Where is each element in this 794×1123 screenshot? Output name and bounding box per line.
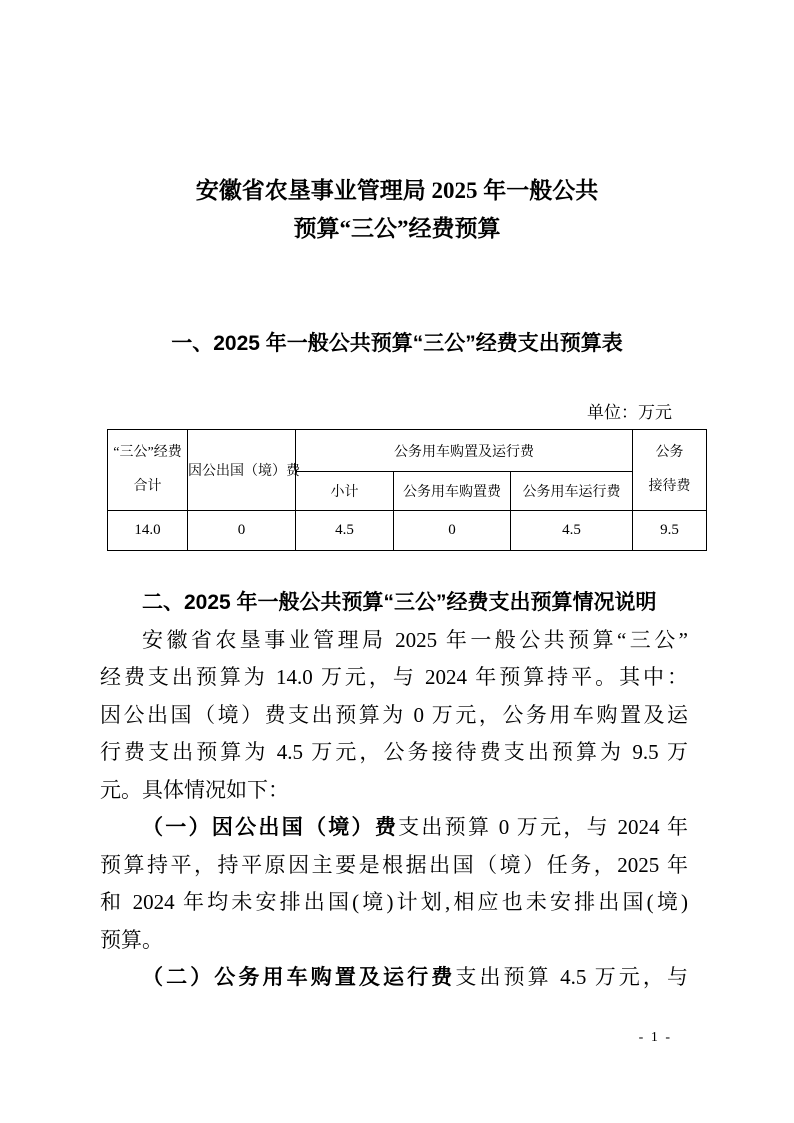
value-vehicle-purchase: 0 (394, 511, 511, 551)
header-reception (633, 430, 707, 511)
section1-heading: 一、2025 年一般公共预算“三公”经费支出预算表 (171, 332, 623, 355)
budget-table (107, 429, 707, 551)
section2 (100, 584, 688, 997)
paragraph-line (100, 959, 688, 997)
title-line-2: 预算“三公”经费预算 (293, 216, 501, 241)
bold-run: （二）公务用车购置及运行费 (142, 965, 456, 989)
value-abroad: 0 (188, 511, 296, 551)
header-total-line2: 合计 (133, 479, 162, 494)
header-vehicle-purchase: 公务用车购置费 (394, 472, 511, 511)
paragraph-line: 元。具体情况如下： (100, 777, 289, 802)
section2-heading: 二、2025 年一般公共预算“三公”经费支出预算情况说明 (142, 591, 657, 614)
paragraph-line: 预算。 (100, 927, 163, 952)
paragraph-line: 安徽省农垦事业管理局 2025 年一般公共预算“三公” (142, 627, 688, 652)
title-line-1: 安徽省农垦事业管理局 2025 年一般公共 (195, 178, 599, 203)
header-total (108, 430, 188, 511)
paragraph-line: 行费支出预算为 4.5 万元，公务接待费支出预算为 9.5 万 (100, 740, 688, 764)
value-subtotal: 4.5 (296, 511, 394, 551)
header-subtotal: 小计 (296, 472, 394, 511)
header-reception-line1: 公务 (655, 445, 684, 460)
header-abroad: 因公出国（境）费 (188, 430, 296, 511)
header-vehicle-operation: 公务用车运行费 (511, 472, 633, 511)
paragraph-line: 和 2024 年均未安排出国(境)计划,相应也未安排出国(境) (100, 890, 688, 914)
paragraph-text: 支出预算 0 万元，与 2024 年 (398, 815, 688, 839)
table-row (108, 511, 707, 551)
paragraph-text: 支出预算 4.5 万元，与 (455, 965, 689, 989)
header-vehicle-group: 公务用车购置及运行费 (296, 430, 633, 472)
value-vehicle-operation: 4.5 (511, 511, 633, 551)
paragraph-line: 因公出国（境）费支出预算为 0 万元，公务用车购置及运 (100, 702, 688, 727)
page-number: - 1 - (638, 1030, 672, 1045)
header-total-line1: “三公”经费 (113, 445, 182, 460)
document-title (0, 172, 794, 248)
bold-run: （一）因公出国（境）费 (142, 815, 399, 839)
unit-label: 单位：万元 (587, 403, 672, 422)
paragraph-line: 经费支出预算为 14.0 万元，与 2024 年预算持平。其中： (100, 665, 688, 689)
value-total: 14.0 (108, 511, 188, 551)
value-reception: 9.5 (633, 511, 707, 551)
paragraph-line (100, 809, 688, 847)
header-reception-line2: 接待费 (648, 479, 691, 494)
paragraph-line: 预算持平，持平原因主要是根据出国（境）任务，2025 年 (100, 852, 688, 877)
